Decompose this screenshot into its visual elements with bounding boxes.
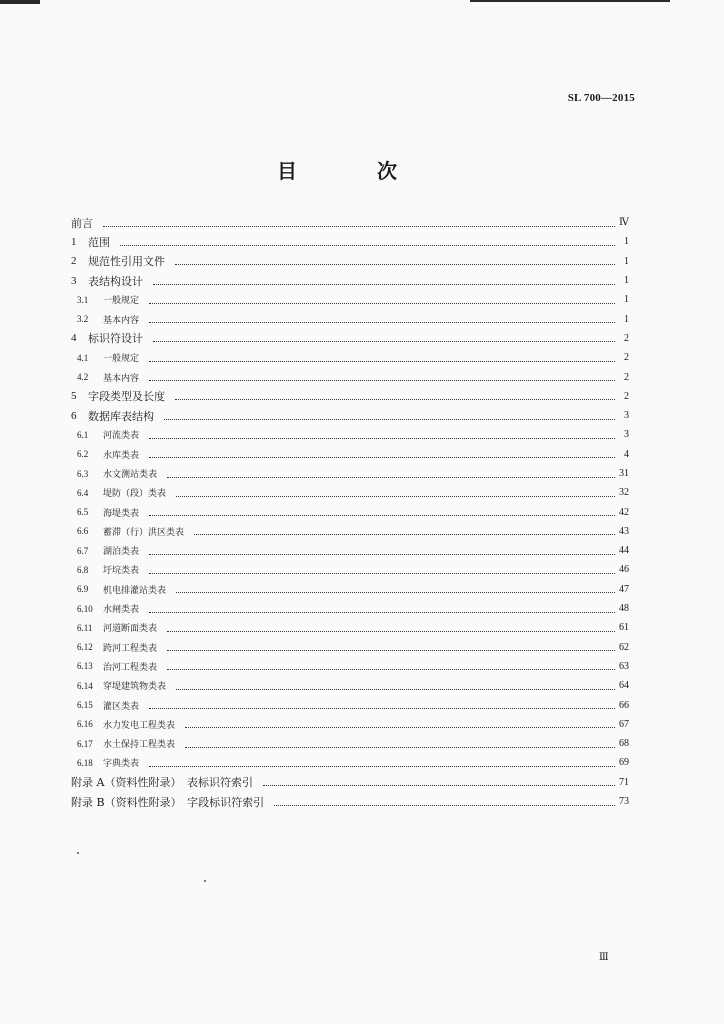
page-title: 目 次 xyxy=(277,159,427,183)
toc-entry-page: 1 xyxy=(624,255,629,267)
toc-entry[interactable] xyxy=(55,580,629,599)
toc-entry[interactable] xyxy=(55,232,629,251)
toc-entry-label: 标识符设计 xyxy=(88,332,143,346)
toc-entry-number: 4.2 xyxy=(77,372,89,383)
toc-entry[interactable] xyxy=(55,445,629,464)
dot-leader xyxy=(153,340,615,342)
toc-entry-number: 6.18 xyxy=(77,757,93,768)
dot-leader xyxy=(167,630,615,632)
toc-entry-label: 海堤类表 xyxy=(103,508,140,519)
dot-leader xyxy=(167,476,615,478)
toc-entry-number: 6 xyxy=(71,409,77,422)
toc-entry-label: 跨河工程类表 xyxy=(103,643,158,654)
scan-speck xyxy=(204,880,206,882)
toc-entry-number: 6.2 xyxy=(77,449,89,460)
toc-entry-number: 4 xyxy=(71,332,77,345)
toc-entry-number: 6.15 xyxy=(77,700,93,711)
dot-leader xyxy=(176,591,615,593)
toc-entry-label: 机电排灌站类表 xyxy=(103,585,167,596)
toc-entry-page: 48 xyxy=(619,603,629,615)
toc-entry-label: 河道断面类表 xyxy=(103,624,158,635)
toc-entry-page: 67 xyxy=(619,718,629,730)
toc-entry-number: 6.7 xyxy=(77,545,89,556)
toc-entry[interactable] xyxy=(55,638,629,657)
toc-entry[interactable] xyxy=(55,715,629,734)
dot-leader xyxy=(149,514,615,516)
dot-leader xyxy=(149,456,615,458)
toc-entry-number: 3 xyxy=(71,274,77,287)
toc-entry-label: 蓄滞（行）洪区类表 xyxy=(103,527,185,538)
dot-leader xyxy=(263,784,615,786)
toc-entry-page: 1 xyxy=(624,275,629,287)
toc-entry[interactable] xyxy=(55,271,629,290)
dot-leader xyxy=(175,263,615,265)
toc-entry-page: 1 xyxy=(624,294,629,306)
toc-entry-label: 前言 xyxy=(71,216,93,230)
toc-entry-label: 水力发电工程类表 xyxy=(103,720,176,731)
toc-entry-page: 68 xyxy=(619,738,629,750)
toc-entry-label: 河流类表 xyxy=(103,431,140,442)
toc-entry-label: 基本内容 xyxy=(103,373,140,384)
table-of-contents xyxy=(55,213,629,811)
dot-leader xyxy=(149,379,615,381)
toc-entry[interactable] xyxy=(55,483,629,502)
toc-entry[interactable] xyxy=(55,657,629,676)
scan-speck xyxy=(77,852,79,854)
page-number: Ⅲ xyxy=(599,952,609,963)
toc-entry-label: 水土保持工程类表 xyxy=(103,740,176,751)
dot-leader xyxy=(120,244,615,246)
toc-entry-page: 62 xyxy=(619,641,629,653)
toc-entry[interactable] xyxy=(55,599,629,618)
toc-entry-number: 6.6 xyxy=(77,526,89,537)
toc-entry-number: 6.14 xyxy=(77,680,93,691)
dot-leader xyxy=(149,765,615,767)
toc-entry[interactable] xyxy=(55,560,629,579)
toc-entry[interactable] xyxy=(55,367,629,386)
toc-entry-number: 6.16 xyxy=(77,719,93,730)
toc-entry-number: 6.11 xyxy=(77,622,93,633)
toc-entry[interactable] xyxy=(55,387,629,406)
toc-entry[interactable] xyxy=(55,618,629,637)
scan-artifact xyxy=(0,0,40,4)
toc-entry-label: 附录 B（资料性附录） 字段标识符索引 xyxy=(71,795,265,809)
toc-entry[interactable] xyxy=(55,348,629,367)
dot-leader xyxy=(103,225,615,227)
toc-entry-label: 字典类表 xyxy=(103,759,140,770)
toc-entry-page: 3 xyxy=(624,410,629,422)
toc-entry[interactable] xyxy=(55,290,629,309)
toc-entry-label: 湖泊类表 xyxy=(103,547,140,558)
toc-entry-number: 4.1 xyxy=(77,352,89,363)
toc-entry-page: 2 xyxy=(624,352,629,364)
toc-entry-page: 64 xyxy=(619,680,629,692)
toc-entry-number: 6.8 xyxy=(77,564,89,575)
toc-entry-page: 44 xyxy=(619,545,629,557)
toc-entry-page: 4 xyxy=(624,448,629,460)
toc-entry-label: 规范性引用文件 xyxy=(88,255,165,269)
toc-entry-page: Ⅳ xyxy=(619,217,629,229)
toc-entry-label: 字段类型及长度 xyxy=(88,390,165,404)
toc-entry-page: 31 xyxy=(619,468,629,479)
toc-entry-number: 6.3 xyxy=(77,468,89,479)
toc-entry-label: 堤防（段）类表 xyxy=(103,489,167,500)
toc-entry[interactable] xyxy=(55,541,629,560)
toc-entry[interactable] xyxy=(55,773,629,792)
toc-entry[interactable] xyxy=(55,502,629,521)
toc-entry-number: 2 xyxy=(71,255,77,268)
toc-entry-label: 穿堤建筑物类表 xyxy=(103,682,167,693)
dot-leader xyxy=(175,398,615,400)
toc-entry-label: 一般规定 xyxy=(103,296,140,307)
dot-leader xyxy=(149,321,615,323)
toc-entry[interactable] xyxy=(55,464,629,483)
dot-leader xyxy=(274,804,615,806)
dot-leader xyxy=(149,572,615,574)
toc-entry-page: 1 xyxy=(624,313,629,325)
dot-leader xyxy=(149,437,615,439)
toc-entry-number: 1 xyxy=(71,235,77,248)
toc-entry-label: 水文测站类表 xyxy=(103,470,158,480)
toc-entry-page: 3 xyxy=(624,429,629,441)
toc-entry-page: 47 xyxy=(619,583,629,595)
toc-entry-number: 6.5 xyxy=(77,507,89,518)
toc-entry-page: 63 xyxy=(619,660,629,672)
toc-entry-number: 6.10 xyxy=(77,603,93,614)
toc-entry-label: 基本内容 xyxy=(103,315,140,326)
toc-entry-label: 圩垸类表 xyxy=(103,566,140,577)
toc-entry[interactable] xyxy=(55,753,629,772)
toc-entry[interactable] xyxy=(55,792,629,811)
toc-entry[interactable] xyxy=(55,425,629,444)
dot-leader xyxy=(167,668,615,670)
toc-entry[interactable] xyxy=(55,213,629,232)
dot-leader xyxy=(185,746,615,748)
toc-entry-page: 69 xyxy=(619,757,629,769)
toc-entry[interactable] xyxy=(55,695,629,714)
toc-entry[interactable] xyxy=(55,252,629,271)
dot-leader xyxy=(176,495,615,497)
toc-entry-page: 43 xyxy=(619,525,629,537)
dot-leader xyxy=(185,726,615,728)
dot-leader xyxy=(149,360,615,362)
toc-entry[interactable] xyxy=(55,406,629,425)
dot-leader xyxy=(149,611,615,613)
dot-leader xyxy=(149,553,615,555)
toc-entry-label: 一般规定 xyxy=(103,354,140,365)
toc-entry-label: 水库类表 xyxy=(103,450,140,461)
toc-entry-page: 2 xyxy=(624,332,629,344)
toc-entry[interactable] xyxy=(55,309,629,328)
toc-entry-label: 数据库表结构 xyxy=(88,409,154,423)
toc-entry-number: 3.2 xyxy=(77,314,89,325)
scan-artifact xyxy=(470,0,670,2)
dot-leader xyxy=(176,688,615,690)
dot-leader xyxy=(167,649,615,651)
toc-entry-number: 6.13 xyxy=(77,661,93,672)
toc-entry-page: 2 xyxy=(624,390,629,402)
dot-leader xyxy=(153,283,615,285)
toc-entry-label: 范围 xyxy=(88,235,110,249)
toc-entry-number: 5 xyxy=(71,390,77,403)
toc-entry-page: 73 xyxy=(619,796,629,808)
toc-entry-label: 治河工程类表 xyxy=(103,662,158,673)
toc-entry[interactable] xyxy=(55,522,629,541)
toc-entry-label: 附录 A（资料性附录） 表标识符索引 xyxy=(71,776,253,790)
toc-entry-page: 42 xyxy=(619,506,629,518)
dot-leader xyxy=(164,418,615,420)
toc-entry-page: 66 xyxy=(619,699,629,711)
toc-entry-page: 71 xyxy=(619,776,629,788)
toc-entry-page: 61 xyxy=(619,622,629,634)
toc-entry-number: 6.9 xyxy=(77,584,89,595)
toc-entry-page: 46 xyxy=(619,564,629,576)
toc-entry-number: 6.4 xyxy=(77,487,89,498)
toc-entry-label: 表结构设计 xyxy=(88,274,143,288)
toc-entry-page: 1 xyxy=(624,236,629,248)
standard-code: SL 700—2015 xyxy=(567,92,635,104)
toc-entry-label: 灌区类表 xyxy=(103,701,140,712)
toc-entry-number: 6.1 xyxy=(77,429,89,440)
toc-entry[interactable] xyxy=(55,734,629,753)
dot-leader xyxy=(149,707,615,709)
dot-leader xyxy=(149,302,615,304)
toc-entry-page: 32 xyxy=(619,487,629,499)
dot-leader xyxy=(194,533,615,535)
toc-entry[interactable] xyxy=(55,329,629,348)
toc-entry-number: 6.12 xyxy=(77,642,93,653)
toc-entry-number: 6.17 xyxy=(77,738,93,749)
toc-entry[interactable] xyxy=(55,676,629,695)
toc-entry-page: 2 xyxy=(624,371,629,383)
toc-entry-label: 水闸类表 xyxy=(103,605,140,616)
toc-entry-number: 3.1 xyxy=(77,294,89,305)
